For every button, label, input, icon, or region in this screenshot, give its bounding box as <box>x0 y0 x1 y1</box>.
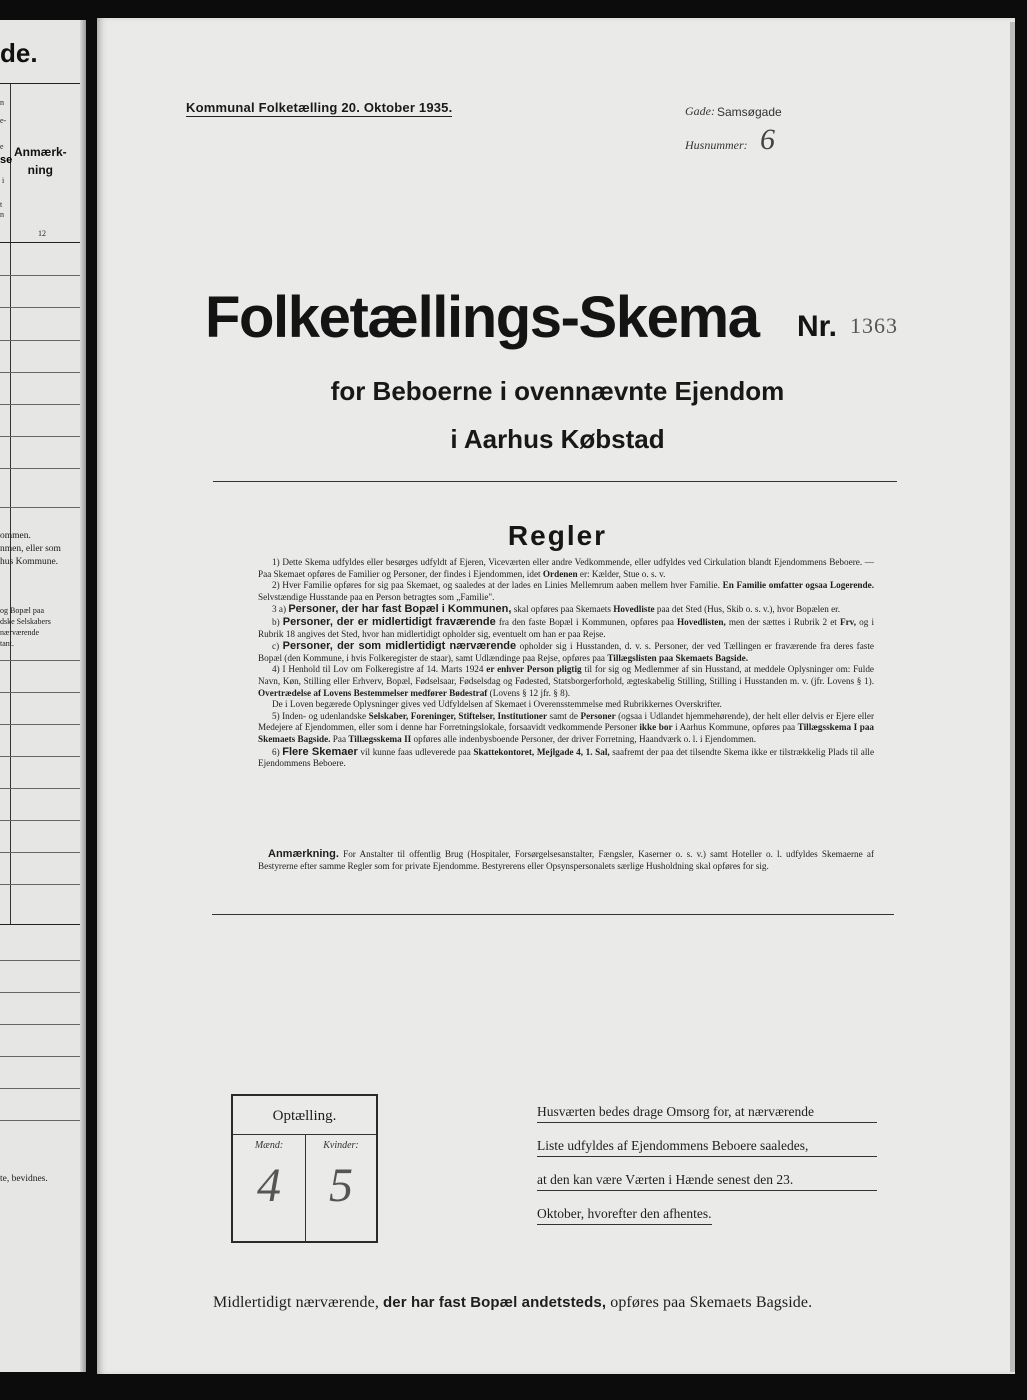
column-fragment: n <box>0 98 4 107</box>
rule-2: 2) Hver Familie opføres for sig paa Skemaet, og saaledes at der lades en Linies Mellemrum aaben mellem hver Familie. En Familie omfatter ogsaa Logerende. Selvstændige Husstande paa en Person betragtes som „Familie". <box>258 580 874 602</box>
remark-label: Anmærkning. <box>268 848 339 860</box>
women-count: 5 <box>329 1159 353 1212</box>
notice-line: at den kan være Værten i Hænde senest den 23. <box>537 1170 877 1191</box>
rule-1: 1) Dette Skema udfyldes eller besørges udfyldt af Ejeren, Viceværten eller andre Vedkommende, eller udfyldes ved Cirkulation blandt Ejendommens Beboere. — Paa Skemaet opføres de Familier og Personer, der findes i Ejendommen, idet Ordenen er: Kælder, Stue o. s. v. <box>258 557 874 579</box>
remarks-column-header: Anmærk- ning <box>14 145 67 177</box>
previous-page-note: ommen. nmen, eller som hus Kommune. <box>0 531 61 567</box>
previous-page-heading: de. <box>0 38 38 68</box>
notice-line: Husværten bedes drage Omsorg for, at nærværende <box>537 1102 877 1123</box>
previous-page-note: og Bopæl paa dske Selskabers nærværende tant. <box>0 606 51 648</box>
rule-3b: b) Personer, der er midlertidigt fraværende fra den faste Bopæl i Kommunen, opføres paa Hovedlisten, men der sættes i Rubrik 2 et Frv, og i Rubrik 18 angives det Sted, hvor han midlertidigt opholder sig, eventuelt om han er paa Rejse. <box>258 615 875 639</box>
form-title: Folketællings-Skema <box>205 285 759 350</box>
house-number-value: 6 <box>760 123 775 156</box>
census-header: Kommunal Folketælling 20. Oktober 1935. <box>186 100 453 115</box>
men-label: Mænd: <box>254 1140 284 1151</box>
column-divider <box>10 83 11 925</box>
column-fragment: t <box>0 200 3 209</box>
street-label: Gade: <box>685 104 715 118</box>
table-top-line <box>0 83 80 84</box>
remark-text: Anmærkning. For Anstalter til offentlig Brug (Hospitaler, Forsørgelsesanstalter, Fængsler, Kaserner o. s. v.) samt Hoteller o. l. udfyldes Skemaerne af Bestyrerne efter samme Regler som for private Ejendomme. Bestyrerens eller Opsynspersonalets særlige Husholdning skal opføres for sig. <box>258 848 875 871</box>
men-count: 4 <box>257 1159 281 1212</box>
tally-title: Optælling. <box>272 1108 337 1124</box>
previous-page-strip <box>0 20 86 1372</box>
rule-5: 5) Inden- og udenlandske Selskaber, Foreninger, Stiftelser, Institutioner samt de Personer (ogsaa i Udlandet hjemmehørende), der helt eller delvis er Ejere eller Medejere af Ejendommen, eller som i denne har Forretningslokale, forsaavidt vedkommende Personer ikke bor i Aarhus Kommune, opføres paa Tillægsskema I paa Skemaets Bagside. Paa Tillægsskema II opføres alle indenbysboende Personer, der driver Forretning, Haandværk o. l. i Ejendommen. <box>258 710 875 744</box>
form-number-stamp: 1363 <box>850 313 898 338</box>
landlord-notice <box>537 1102 877 1238</box>
divider <box>212 914 894 915</box>
column-fragment: e <box>0 142 4 151</box>
notice-line: Liste udfyldes af Ejendommens Beboere saaledes, <box>537 1136 877 1157</box>
divider <box>213 481 897 482</box>
women-label: Kvinder: <box>323 1140 359 1151</box>
footer-note: Midlertidigt nærværende, der har fast Bopæl andetsteds, opføres paa Skemaets Bagside. <box>213 1294 813 1311</box>
page-edge <box>1010 22 1015 1372</box>
column-fragment: se <box>0 154 13 166</box>
form-subtitle: for Beboerne i ovennævnte Ejendom <box>330 376 785 406</box>
column-number: 12 <box>38 229 46 238</box>
rules-text <box>258 557 874 770</box>
rule-3a: 3 a) Personer, der har fast Bopæl i Kommunen, skal opføres paa Skemaets Hovedliste paa det Sted (Hus, Skib o. s. v.), hvor Bopælen er. <box>272 603 841 616</box>
rule-4-note: De i Loven begærede Oplysninger gives ved Udfyldelsen af Skemaet i Overensstemmelse med Rubrikkernes Overskrifter. <box>272 699 722 710</box>
form-number-label: Nr. <box>797 310 838 343</box>
rule-6: 6) Flere Skemaer vil kunne faas udleverede paa Skattekontoret, Mejlgade 4, 1. Sal, saafremt der paa det tilsendte Skema ikke er tilstrækkelig Plads til alle Ejendommens Beboere. <box>258 745 875 769</box>
previous-page-note: te, bevidnes. <box>0 1174 48 1184</box>
column-fragment: n <box>0 210 4 219</box>
tally-box <box>231 1094 378 1243</box>
rule-3c: c) Personer, der som midlertidigt nærværende opholder sig i Husstanden, d. v. s. Personer, der ved Tællingen er fraværende fra deres faste Bopæl (den Kommune, i hvis Folkeregister de staar), samt Udlændinge paa Rejse, opføres paa Tillægslisten paa Skemaets Bagside. <box>258 640 875 663</box>
notice-line: Oktober, hvorefter den afhentes. <box>537 1204 712 1225</box>
house-number-label: Husnummer: <box>685 138 748 152</box>
rules-heading: Regler <box>507 520 608 551</box>
street-value: Samsøgade <box>717 105 782 119</box>
rule-4: 4) I Henhold til Lov om Folkeregistre af 14. Marts 1924 er enhver Person pligtig til for sig og Medlemmer af sin Husstand, at meddele Oplysninger om: Fulde Navn, Køn, Stilling eller Erhverv, Bopæl, Fødselsaar, Fødselsdag og Fødested, Statsborgerforhold, ægteskabelig Stilling, Stilling i Husstanden m. v. (jfr. Lovens § 1). Overtrædelse af Lovens Bestemmelser medfører Bødestraf (Lovens § 12 jfr. § 8). <box>258 664 875 698</box>
column-fragment: e- <box>0 116 7 125</box>
column-fragment: i <box>2 176 5 185</box>
form-city: i Aarhus Købstad <box>450 424 665 454</box>
